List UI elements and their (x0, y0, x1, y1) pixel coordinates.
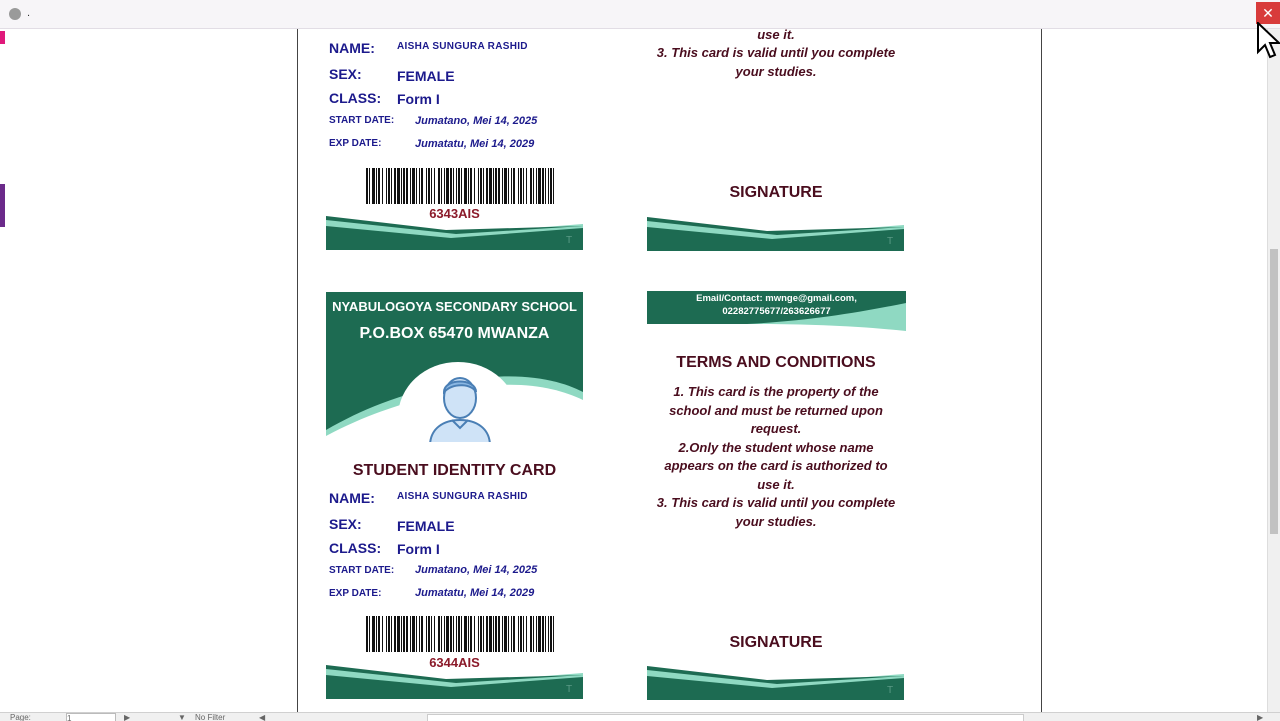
svg-text:T: T (566, 235, 573, 246)
svg-text:T: T (887, 236, 894, 247)
card-title: STUDENT IDENTITY CARD (352, 462, 557, 479)
mouse-cursor-icon (1257, 22, 1280, 60)
back-footer-wave (647, 666, 904, 700)
student-sex: FEMALE (397, 68, 455, 84)
card-footer-wave (326, 216, 583, 250)
report-page (297, 29, 1042, 713)
scroll-right-icon[interactable]: ▶ (1257, 713, 1264, 721)
next-page-icon[interactable]: ▶ (124, 713, 131, 721)
start-date: Jumatano, Mei 14, 2025 (415, 115, 538, 127)
card-code: 6343AIS (429, 206, 480, 221)
page-label: Page: (10, 713, 31, 721)
school-address: P.O.BOX 65470 MWANZA (359, 325, 550, 342)
terms-title: TERMS AND CONDITIONS (676, 354, 876, 371)
id-card-front-2 (326, 479, 583, 699)
name-label: NAME: (329, 40, 375, 56)
vertical-scrollbar[interactable] (1267, 29, 1280, 712)
signature-label: SIGNATURE (729, 184, 823, 201)
school-name: NYABULOGOYA SECONDARY SCHOOL (332, 299, 577, 314)
terms-list (646, 383, 906, 531)
terms-line: 1. This card is the property of the (673, 384, 879, 399)
app-icon (9, 8, 21, 20)
class-label: CLASS: (329, 540, 382, 556)
student-sex: FEMALE (397, 518, 455, 534)
scroll-thumb[interactable] (1270, 249, 1278, 534)
close-button[interactable]: ✕ (1256, 2, 1280, 24)
signature-label: SIGNATURE (729, 634, 823, 651)
window-title: . (27, 7, 31, 19)
exp-date: Jumatatu, Mei 14, 2029 (415, 587, 535, 599)
start-date-label: START DATE: (329, 565, 395, 576)
student-class: Form I (397, 91, 440, 107)
name-label: NAME: (329, 490, 375, 506)
barcode (366, 168, 554, 204)
avatar-icon (426, 370, 494, 442)
nav-marker-purple (0, 184, 5, 227)
contact-info (647, 292, 906, 318)
terms-line: 2.Only the student whose name (678, 439, 874, 455)
svg-text:T: T (887, 685, 894, 696)
terms-line: 3. This card is valid until you complete (656, 495, 896, 510)
contact-phone: 02282775677/263626677 (722, 306, 831, 317)
class-label: CLASS: (329, 90, 382, 106)
student-class: Form I (397, 541, 440, 557)
svg-text:T: T (566, 684, 573, 695)
terms-line: school and must be returned upon (669, 402, 883, 418)
terms-partial-line3: your studies. (735, 64, 817, 79)
id-card-front-1 (326, 29, 583, 250)
exp-date: Jumatatu, Mei 14, 2029 (415, 138, 535, 150)
student-name: AISHA SUNGURA RASHID (397, 41, 528, 52)
filter-icon[interactable]: ▼ (178, 713, 186, 721)
page-number-input[interactable]: 1 (66, 713, 116, 721)
terms-line: request. (750, 421, 802, 436)
exp-date-label: EXP DATE: (329, 588, 382, 599)
contact-email: Email/Contact: mwnge@gmail.com, (696, 293, 857, 304)
terms-line: your studies. (735, 513, 817, 529)
card-code: 6344AIS (429, 655, 480, 670)
window-titlebar (0, 0, 1280, 29)
scroll-left-icon[interactable]: ◀ (259, 713, 266, 721)
sex-label: SEX: (329, 66, 362, 82)
terms-line: use it. (757, 476, 795, 492)
filter-status[interactable]: No Filter (195, 713, 226, 721)
card-footer-wave (326, 665, 583, 699)
nav-marker-pink (0, 31, 5, 44)
barcode (366, 616, 554, 652)
sex-label: SEX: (329, 516, 362, 532)
terms-line: appears on the card is authorized to (664, 458, 888, 473)
start-date: Jumatano, Mei 14, 2025 (415, 564, 538, 576)
back-footer-wave (647, 217, 904, 251)
card-header (326, 292, 583, 442)
start-date-label: START DATE: (329, 115, 395, 126)
terms-partial-line2: 3. This card is valid until you complete (656, 45, 896, 60)
terms-partial-line1: use it. (757, 29, 795, 42)
exp-date-label: EXP DATE: (329, 138, 382, 149)
student-name: AISHA SUNGURA RASHID (397, 491, 528, 502)
